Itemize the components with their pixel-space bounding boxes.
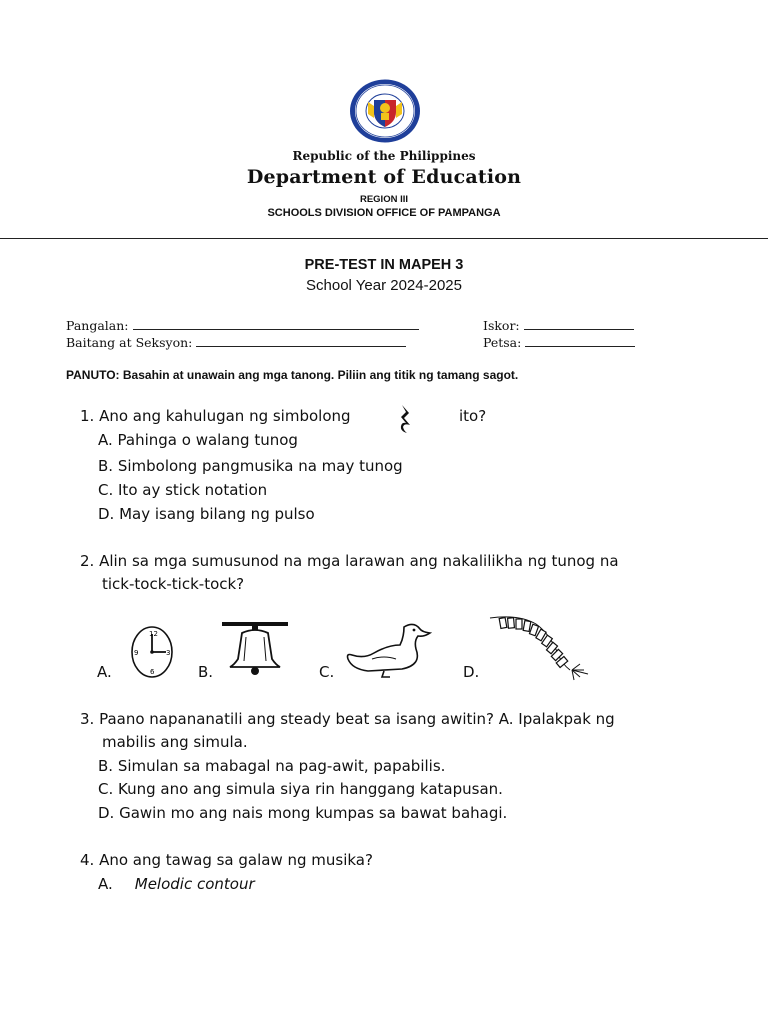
grade-section-field[interactable] (66, 335, 406, 350)
grade-section-blank[interactable] (196, 335, 406, 347)
question-1-prompt-end: ito? (459, 407, 487, 425)
duck-icon[interactable] (344, 619, 432, 681)
question-2-prompt-line1: 2. Alin sa mga sumusunod na mga larawan ang nakalilikha ng tunog na (80, 552, 619, 570)
department-heading: Department of Education (246, 166, 522, 188)
firecracker-icon[interactable] (488, 614, 600, 682)
name-field[interactable] (66, 318, 419, 333)
q3-option-c[interactable]: C. Kung ano ang simula siya rin hanggang katapusan. (98, 780, 503, 798)
grade-section-label: Baitang at Seksyon: (66, 335, 193, 350)
deped-seal (348, 78, 422, 144)
q1-option-d[interactable]: D. May isang bilang ng pulso (98, 505, 315, 523)
q1-option-a[interactable]: A. Pahinga o walang tunog (98, 431, 298, 449)
q2-choice-d-label[interactable]: D. (463, 663, 480, 681)
q4-option-a[interactable] (98, 875, 255, 893)
quarter-rest-icon (398, 404, 414, 434)
question-1-prompt-start: 1. Ano ang kahulugan ng simbolong (80, 407, 351, 425)
q3-option-d[interactable]: D. Gawin mo ang nais mong kumpas sa bawat bahagi. (98, 804, 508, 822)
clock-icon[interactable] (130, 622, 176, 680)
date-blank[interactable] (525, 335, 635, 347)
svg-text:12: 12 (149, 630, 158, 638)
date-field[interactable] (483, 335, 635, 350)
bell-icon[interactable] (222, 619, 288, 679)
question-3-prompt-line2: mabilis ang simula. (102, 733, 248, 751)
score-field[interactable] (483, 318, 634, 333)
q2-choice-b-label[interactable]: B. (198, 663, 214, 681)
q1-option-b[interactable]: B. Simbolong pangmusika na may tunog (98, 457, 403, 475)
q2-choice-a-label[interactable]: A. (97, 663, 112, 681)
test-title: PRE-TEST IN MAPEH 3 (304, 257, 464, 273)
q2-choice-c-label[interactable]: C. (319, 663, 335, 681)
score-label: Iskor: (483, 318, 520, 333)
republic-heading: Republic of the Philippines (292, 149, 476, 163)
svg-text:6: 6 (150, 668, 155, 676)
q1-option-c[interactable]: C. Ito ay stick notation (98, 481, 268, 499)
division-heading: SCHOOLS DIVISION OFFICE OF PAMPANGA (267, 207, 501, 219)
region-heading: REGION III (359, 194, 409, 205)
svg-text:9: 9 (134, 649, 139, 657)
question-2-prompt-line2: tick-tock-tick-tock? (102, 575, 245, 593)
question-4-prompt: 4. Ano ang tawag sa galaw ng musika? (80, 851, 373, 869)
name-label: Pangalan: (66, 318, 129, 333)
header-divider (0, 238, 768, 239)
svg-text:3: 3 (166, 649, 171, 657)
q4-option-a-letter: A. (98, 875, 113, 893)
score-blank[interactable] (524, 318, 634, 330)
date-label: Petsa: (483, 335, 522, 350)
name-blank[interactable] (133, 318, 419, 330)
school-year: School Year 2024-2025 (306, 277, 462, 294)
q3-option-b[interactable]: B. Simulan sa mabagal na pag-awit, papabilis. (98, 757, 446, 775)
instructions: PANUTO: Basahin at unawain ang mga tanong. Piliin ang titik ng tamang sagot. (66, 368, 519, 382)
question-3-prompt-line1: 3. Paano napananatili ang steady beat sa isang awitin? A. Ipalakpak ng (80, 710, 615, 728)
q4-option-a-text: Melodic contour (134, 875, 255, 893)
